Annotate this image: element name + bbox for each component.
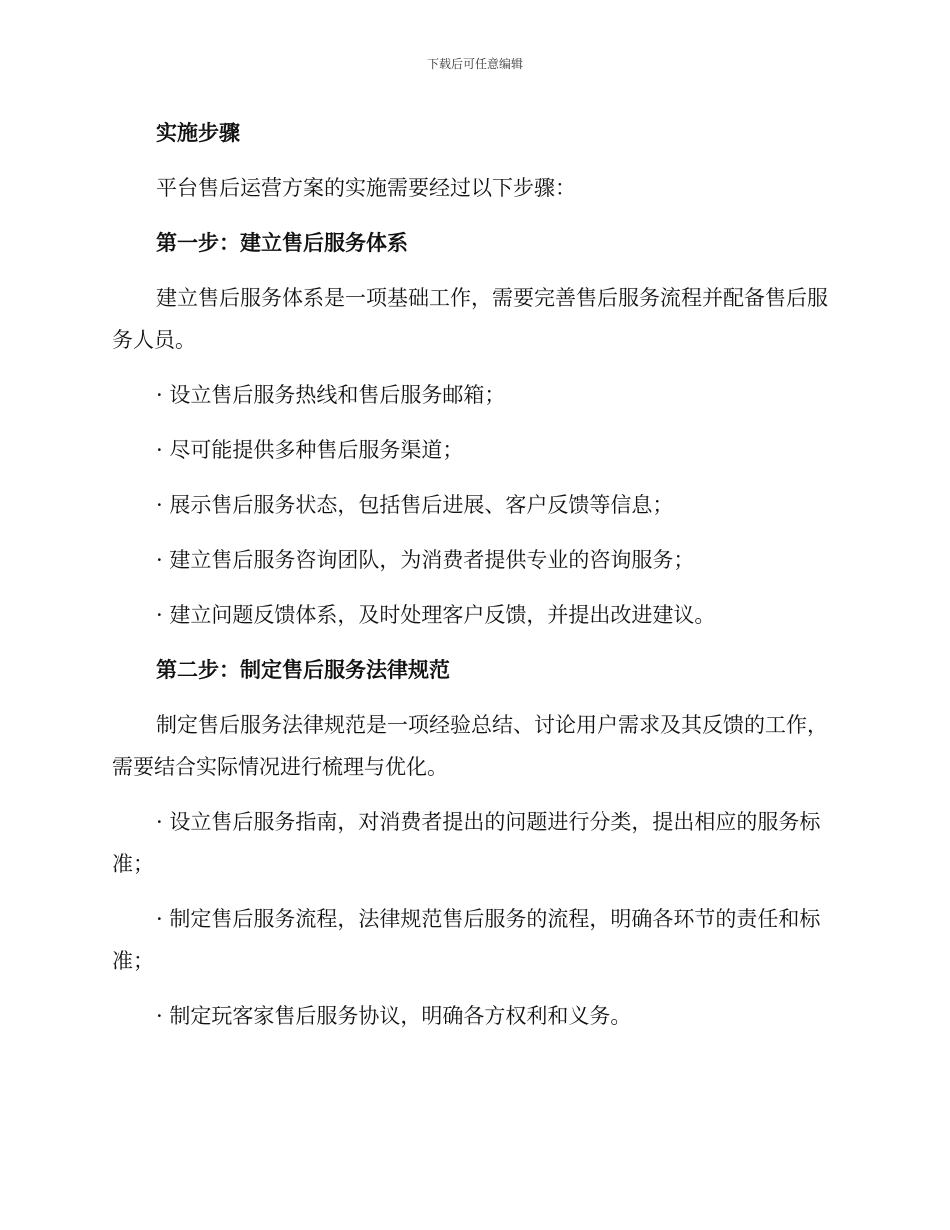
document-body <box>112 112 832 1037</box>
list-item: · 建立问题反馈体系，及时处理客户反馈，并提出改进建议。 <box>156 603 716 627</box>
list-item: · 设立售后服务指南，对消费者提出的问题进行分类，提出相应的服务标准； <box>112 810 821 876</box>
list-item: · 尽可能提供多种售后服务渠道； <box>156 438 464 462</box>
list-item: · 制定玩客家售后服务协议，明确各方权利和义务。 <box>156 1004 632 1028</box>
section-title: 实施步骤 <box>156 121 240 145</box>
step2-description: 制定售后服务法律规范是一项经验总结、讨论用户需求及其反馈的工作，需要结合实际情况进行梳理与优化。 <box>112 713 828 779</box>
list-item: · 展示售后服务状态，包括售后进展、客户反馈等信息； <box>156 493 674 517</box>
step2-title: 第二步：制定售后服务法律规范 <box>156 658 450 682</box>
list-item: · 建立售后服务咨询团队，为消费者提供专业的咨询服务； <box>156 548 695 572</box>
section-intro: 平台售后运营方案的实施需要经过以下步骤： <box>156 176 576 200</box>
page-header: 下载后可任意编辑 <box>426 57 523 71</box>
list-item: · 设立售后服务热线和售后服务邮箱； <box>156 383 506 407</box>
list-item: · 制定售后服务流程，法律规范售后服务的流程，明确各环节的责任和标准； <box>112 907 821 973</box>
step1-title: 第一步：建立售后服务体系 <box>156 231 408 255</box>
step1-description: 建立售后服务体系是一项基础工作，需要完善售后服务流程并配备售后服务人员。 <box>112 286 828 352</box>
